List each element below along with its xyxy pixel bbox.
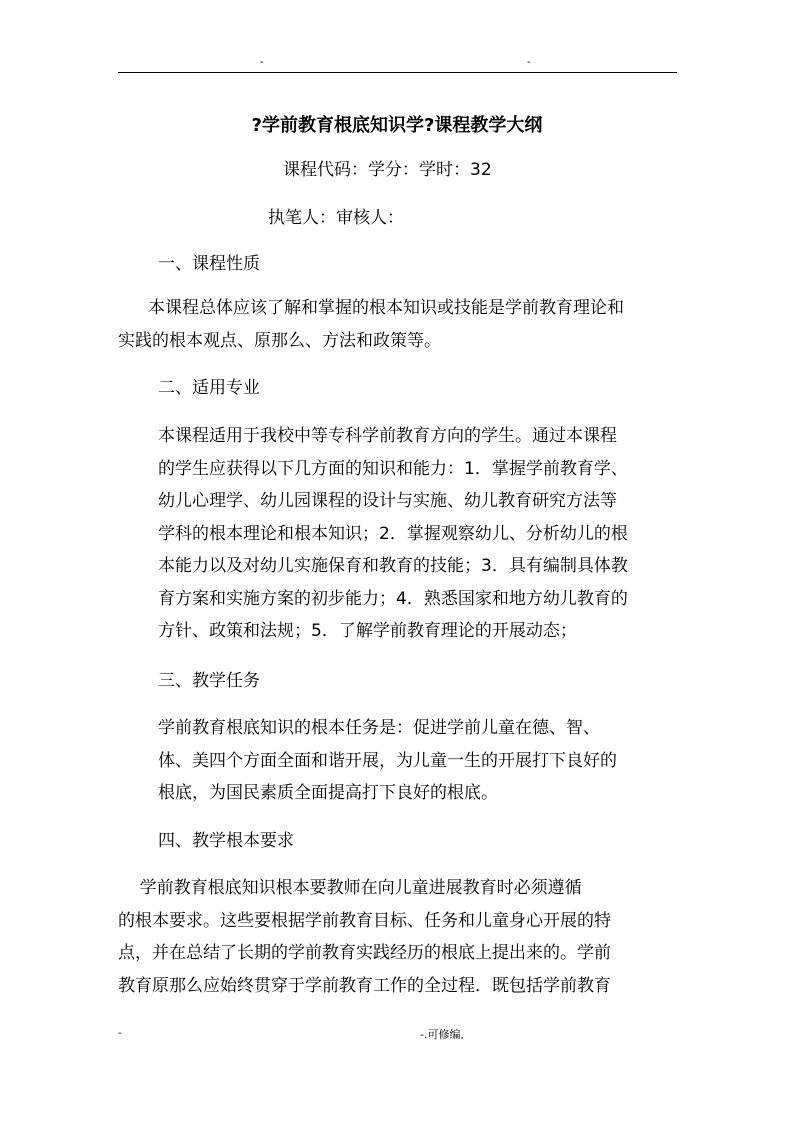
paragraph-line: 教育原那么应始终贯穿于学前教育工作的全过程．既包括学前教育 [118, 975, 611, 996]
footer-editable-note: -.可修编． [420, 1028, 472, 1041]
authors-line: 执笔人：审核人： [268, 208, 404, 228]
header-right-mark: - [527, 57, 531, 68]
document-title: ?学前教育根底知识学?课程教学大纲 [251, 115, 543, 136]
section-heading-majors: 二、适用专业 [158, 378, 260, 398]
paragraph-line: 体、美四个方面全面和谐开展，为儿童一生的开展打下良好的 [158, 750, 617, 771]
section-body-nature [118, 292, 678, 357]
header-rule [118, 72, 677, 73]
section-heading-requirements: 四、教学根本要求 [158, 831, 294, 851]
paragraph-line: 的根本要求。这些要根据学前教育目标、任务和儿童身心开展的特 [118, 910, 611, 931]
paragraph-line: 育方案和实施方案的初步能力；4．熟悉国家和地方幼儿教育的 [158, 588, 628, 609]
section-body-requirements [118, 872, 678, 1002]
paragraph-line: 学前教育根底知识的根本任务是：促进学前儿童在德、智、 [158, 718, 600, 738]
course-info: 课程代码：学分：学时：32 [283, 160, 492, 180]
section-heading-nature: 一、课程性质 [158, 254, 260, 274]
paragraph-line: 方针、政策和法规；5．了解学前教育理论的开展动态； [158, 621, 577, 641]
paragraph-line: 点，并在总结了长期的学前教育实践经历的根底上提出来的。学前 [118, 943, 611, 963]
paragraph-line: 根底，为国民素质全面提高打下良好的根底。 [158, 783, 498, 803]
paragraph-line: 幼儿心理学、幼儿园课程的设计与实施、幼儿教育研究方法等 [158, 491, 617, 511]
section-heading-tasks: 三、教学任务 [158, 671, 260, 691]
paragraph-line: 本能力以及对幼儿实施保育和教育的技能；3．具有编制具体教 [158, 556, 628, 576]
section-body-tasks [158, 712, 678, 810]
paragraph-line: 学科的根本理论和根本知识；2．掌握观察幼儿、分析幼儿的根 [158, 523, 628, 544]
paragraph-line: 学前教育根底知识根本要教师在向儿童进展教育时必须遵循 [118, 878, 582, 898]
paragraph-line: 本课程总体应该了解和掌握的根本知识或技能是学前教育理论和 [148, 298, 624, 318]
section-body-majors [158, 420, 678, 648]
header-left-mark: - [260, 57, 264, 68]
footer-left-mark: - [118, 1028, 122, 1039]
paragraph-line: 本课程适用于我校中等专科学前教育方向的学生。通过本课程 [158, 426, 617, 446]
paragraph-line: 的学生应获得以下几方面的知识和能力：1．掌握学前教育学、 [158, 458, 628, 479]
paragraph-line: 实践的根本观点、原那么、方法和政策等。 [118, 330, 441, 351]
